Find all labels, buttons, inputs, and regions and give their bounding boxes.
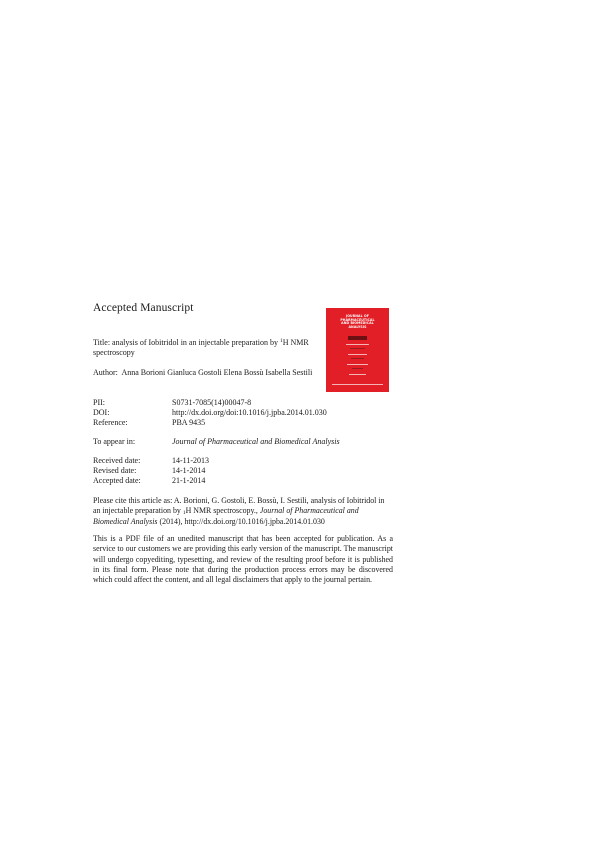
cover-rule (350, 348, 365, 349)
cover-rule (348, 354, 367, 355)
cover-volume-mark (348, 336, 367, 340)
page-heading: Accepted Manuscript (93, 302, 194, 314)
cover-rule (349, 374, 366, 375)
cover-rule (332, 384, 383, 385)
disclaimer-paragraph: This is a PDF file of an unedited manuscript that has been accepted for publication. As a service to our customers we are providing this early version of the manuscript. The manuscript will undergo copyediting, typesetting, and review of the resulting proof before it is published in its final form. Please note that during the production process errors may be discovered which could affect the content, and all legal disclaimers that apply to the journal pertain. (93, 534, 393, 585)
cover-journal-title: JOURNAL OF PHARMACEUTICAL AND BIOMEDICAL ANALYSIS (340, 314, 375, 329)
article-title: Title: analysis of Iobitridol in an injectable preparation by $^1$H NMR spectroscopy (93, 338, 309, 357)
cover-rule (352, 368, 363, 369)
cover-rule (351, 358, 364, 359)
citation-paragraph: Please cite this article as: A. Borioni, G. Gostoli, E. Bossù, I. Sestili, analysis of Iobitridol in an injectable preparation by $_1$H NMR spectroscopy., Journal of Pharmaceutical and Biomedical Analysis (2014), http://dx.doi.org/10.1016/j.jpba.2014.01.030 (93, 496, 385, 526)
page: Accepted Manuscript JOURNAL OF PHARMACEUTICAL AND BIOMEDICAL ANALYSIS Title: analysis of Iobitridol in an injectable preparation by $^1$H NMR spectroscopy Author: Anna Borioni Gianluca Gostoli Elena Bossù Isabella Sestili PII: S0731-7085(14)00047-8 DOI: http://dx.doi.org/doi:10.1016/j.jpba.2014.01.030 Reference: PBA 9435 To appear in: Journal of Pharmaceutical and Biomedical Analysis Received date: 14-11-2013 Revised date: 14-1-2014 Accepted date: 21-1-2014 Please cite this article as: A. Borioni, G. Gostoli, E. Bossù, I. Sestili, analysis of Iobitridol in an injectable preparation by $_1$H NMR spectroscopy., Journal of Pharmaceutical and Biomedical Analysis (2014), http://dx.doi.org/10.1016/j.jpba.2014.01.030 This is a PDF file of an unedited manuscript that has been accepted for publication. As a service to our customers we are providing this early version of the manuscript. The manuscript will undergo copyediting, typesetting, and review of the resulting proof before it is published in its final form. Please note that during the production process errors may be discovered which could affect the content, and all legal disclaimers that apply to the journal pertain. (93, 302, 393, 585)
journal-cover-image (326, 308, 389, 392)
doi-link[interactable]: http://dx.doi.org/doi:10.1016/j.jpba.2014.01.030 (172, 408, 327, 417)
cover-rule (347, 364, 368, 365)
article-authors: Author: Anna Borioni Gianluca Gostoli Elena Bossù Isabella Sestili (93, 368, 313, 377)
cover-rule (346, 344, 369, 345)
